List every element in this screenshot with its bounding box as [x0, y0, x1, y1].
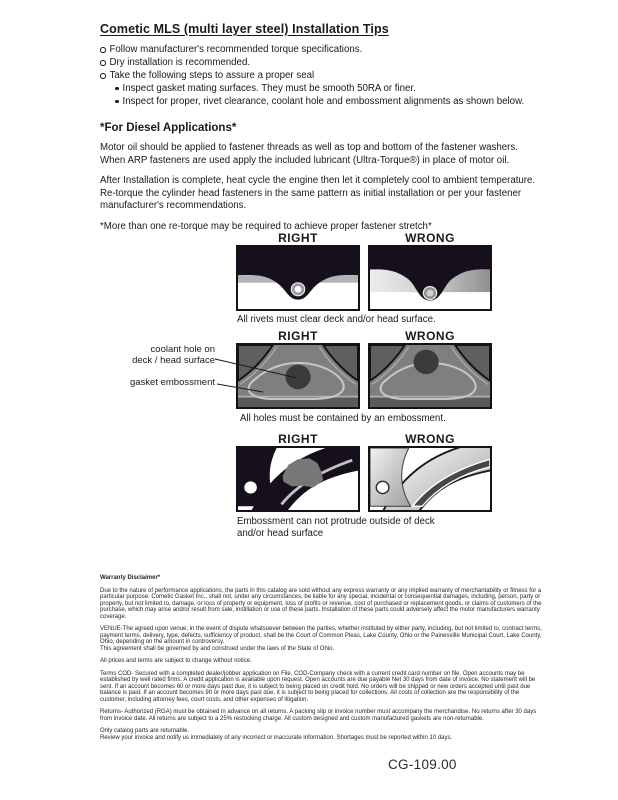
right-label: RIGHT — [278, 432, 318, 446]
embossment-containment-right-diagram — [236, 343, 360, 409]
diesel-paragraph-2: After Installation is complete, heat cycle the engine then let it completely cool to ambient temperature. Re-torque the cylinder head fasteners in the same pattern as initial installation or per your fastener manufacturer's recommendations. — [100, 175, 536, 212]
legal-paragraph: Due to the nature of performance applications, the parts in this catalog are sold without any express warranty or any implied warranty of merchantability or fitness for a particular purpose. Cometic Gasket Inc., shall not, under any circumstances, be liable for any special, incidental or consequential damages, including, person, party or property, but not limited to, damage, or loss of property or equipment, loss of profits or revenue, cost of purchased or replacement goods, or claims of customers of the purchase, which may arise and/or result from sale, instillation or use of these parts. Installation of these parts could adversely affect the motor manufacturers warranty coverage. — [100, 587, 542, 620]
list-item — [115, 95, 536, 108]
embossment-containment-wrong-drawing — [370, 345, 490, 407]
legal-paragraph: Returns- Authorized (RGA) must be obtained in advance on all returns. A packing slip or invoice number must accompany the merchandise. No returns after 30 days from invoice date. All returns are subject to a 25% restocking charge. All custom designed and custom manufactured gaskets are non-returnable. — [100, 709, 537, 722]
wrong-label: WRONG — [405, 329, 455, 343]
list-item-text: Inspect for proper, rivet clearance, coolant hole and embossment alignments as shown below. — [122, 96, 525, 107]
retorque-note: *More than one re-torque may be required to achieve proper fastener stretch* — [100, 220, 432, 232]
list-item — [115, 82, 536, 95]
row2-caption: All holes must be contained by an embossment. — [240, 413, 446, 424]
coolant-hole-annotation — [105, 344, 215, 366]
row1-caption: All rivets must clear deck and/or head surface. — [237, 314, 436, 325]
warranty-disclaimer-section — [100, 575, 542, 747]
rivet-clearance-right-diagram — [236, 245, 360, 311]
annotation-line: gasket embossment — [129, 377, 215, 388]
installation-tips-section — [100, 22, 536, 234]
list-item-text: Take the following steps to assure a proper seal — [109, 70, 315, 81]
embossment-protrusion-right-drawing — [238, 448, 358, 510]
warranty-disclaimer-heading: Warranty Disclaimer* — [100, 575, 161, 581]
embossment-containment-right-drawing — [238, 345, 358, 407]
right-label: RIGHT — [278, 329, 318, 343]
list-item-text: Inspect gasket mating surfaces. They must be smooth 50RA or finer. — [122, 83, 416, 94]
diesel-paragraph-1: Motor oil should be applied to fastener threads as well as top and bottom of the fastener washers. When ARP fasteners are used apply the included lubricant (Ultra-Torque®) in place of motor oil. — [100, 142, 518, 166]
diesel-applications-heading: *For Diesel Applications* — [100, 122, 237, 134]
page-title: Cometic MLS (multi layer steel) Installation Tips — [100, 22, 389, 36]
right-label: RIGHT — [278, 231, 318, 245]
list-item-text: Dry installation is recommended. — [109, 57, 251, 68]
rivet-clearance-wrong-drawing — [370, 247, 490, 309]
wrong-label: WRONG — [405, 432, 455, 446]
list-item — [100, 56, 536, 69]
annotation-line: coolant hole on — [150, 344, 215, 355]
legal-paragraph: This agreement shall be governed by and construed under the laws of the State of Ohio. — [100, 645, 335, 652]
legal-paragraph: VENUE-The agreed upon venue, in the event of dispute whatsoever between the parties, whether instituted by either party, including, but not limited to, contract terms, payment terms, delivery, type, defects, sufficiency of product, shall be the Court of Common Pleas, Lake County, Ohio or the Painesville Municipal Court, Lake County, Ohio, depending on the amount in controversy. — [100, 626, 542, 645]
row3-caption: Embossment can not protrude outside of deck and/or head surface — [237, 516, 435, 539]
legal-paragraph: All prices and terms are subject to change without notice. — [100, 658, 252, 664]
list-item-text: Follow manufacturer's recommended torque specifications. — [109, 44, 363, 55]
embossment-containment-wrong-diagram — [368, 343, 492, 409]
rivet-clearance-right-drawing — [238, 247, 358, 309]
annotation-line: deck / head surface — [132, 355, 215, 366]
embossment-protrusion-right-diagram — [236, 446, 360, 512]
list-item — [100, 69, 536, 82]
gasket-embossment-annotation — [105, 377, 215, 388]
legal-paragraph: Only catalog parts are returnable. — [100, 728, 190, 734]
wrong-label: WRONG — [405, 231, 455, 245]
embossment-protrusion-wrong-drawing — [370, 448, 490, 510]
list-item — [100, 43, 536, 56]
rivet-clearance-wrong-diagram — [368, 245, 492, 311]
legal-paragraph: Review your invoice and notify us immediately of any incorrect or inaccurate information. Shortages must be reported within 10 days. — [100, 734, 453, 741]
embossment-protrusion-wrong-diagram — [368, 446, 492, 512]
legal-paragraph: Terms COD- Secured with a completed dealer/jobber application on File, COD-Company check with a current credit card number on file. Open accounts may be established by well rated firms. A credit application is available upon request. Open accounts are due payable Net 30 days from date of invoice. No statement will be sent. If an account becomes 60 or more days past due, it is subject to being placed on credit hold. No orders will be shipped or new orders accepted until past due balance is paid. If an account becomes 90 or more days past due, it is subject to being placed for collections. All costs of collection are the responsibility of the customer, including attorney fees, court costs, and other expenses of litigation. — [100, 670, 536, 703]
tips-list — [100, 43, 536, 108]
catalog-page-code: CG-109.00 — [388, 757, 457, 772]
